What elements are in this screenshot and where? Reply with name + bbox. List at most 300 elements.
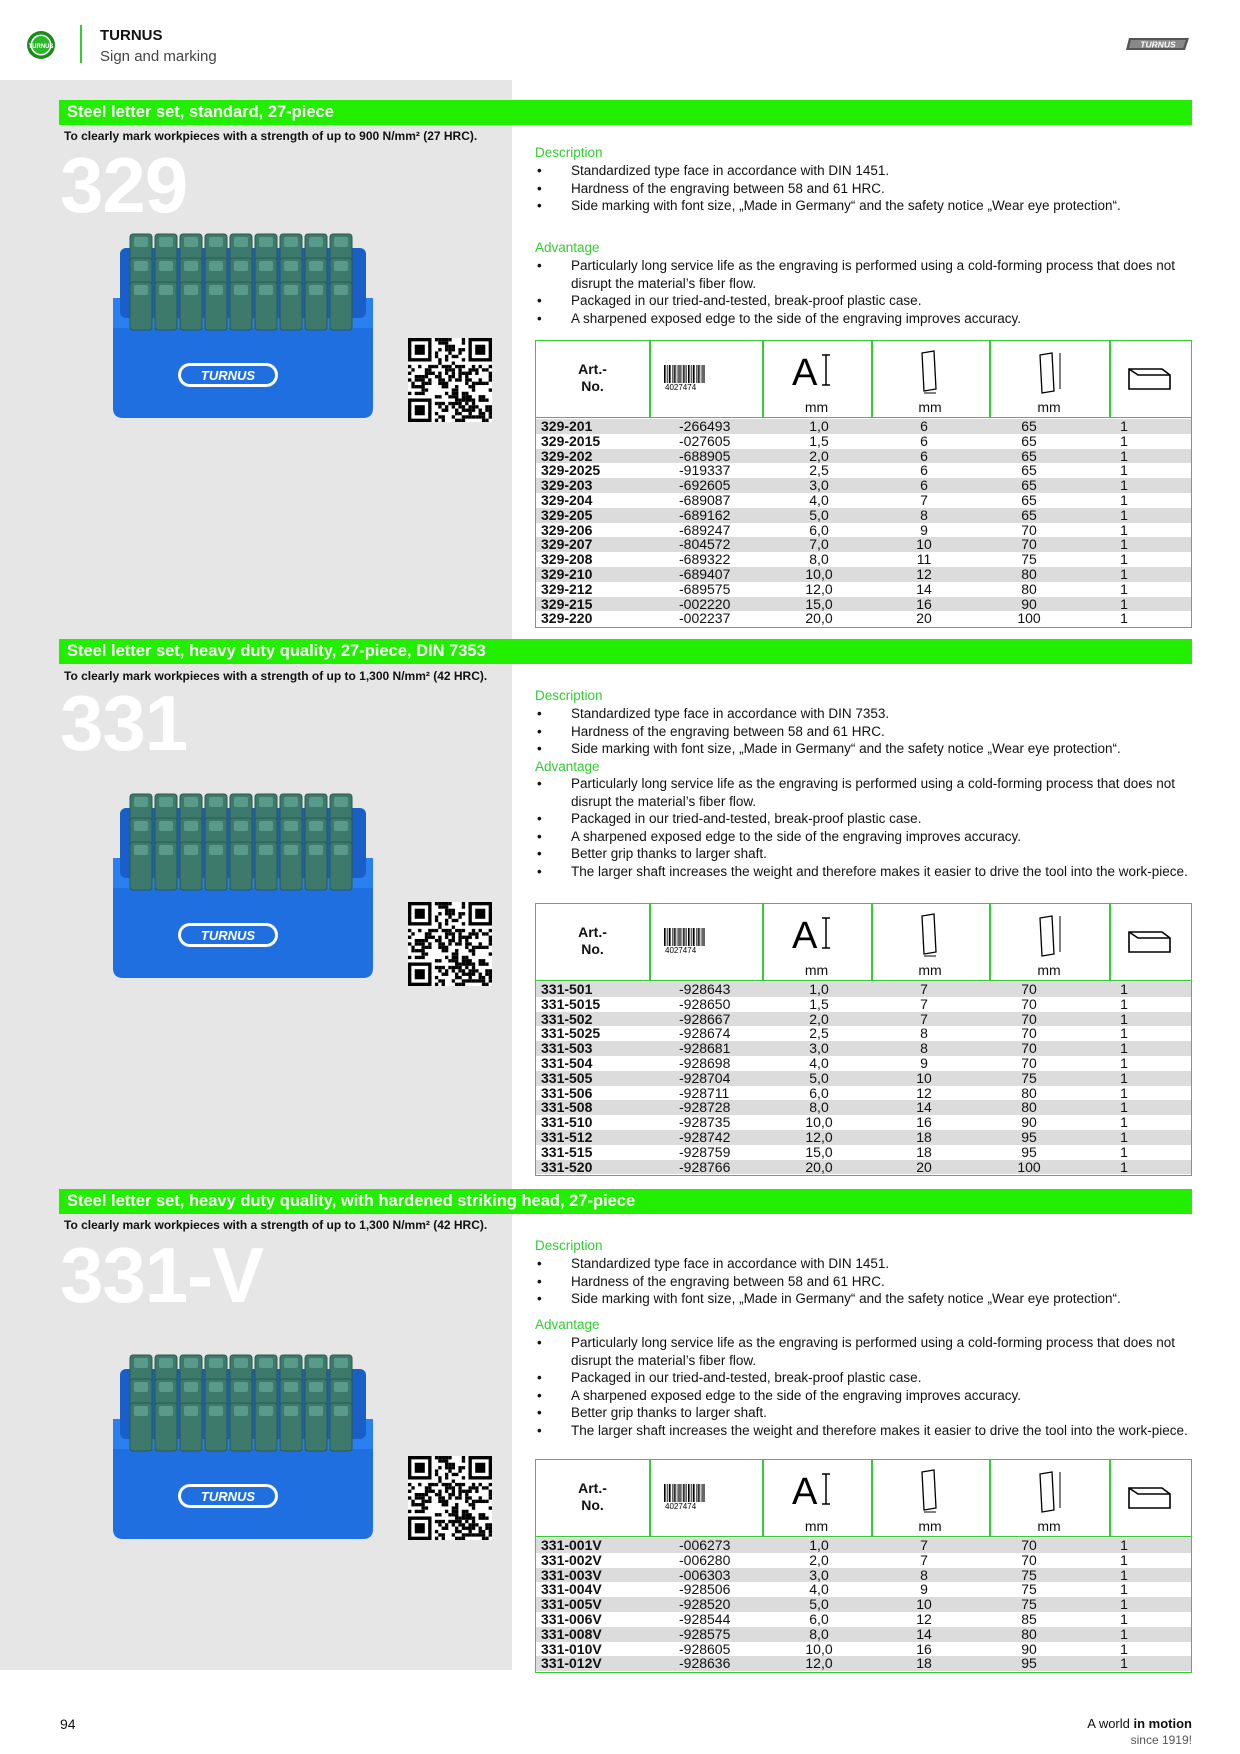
font-size-cell: 20,0: [805, 1158, 833, 1175]
table-row[interactable]: [536, 997, 1191, 1012]
art-no-cell: 331-512: [541, 1128, 593, 1145]
description-item: • Standardized type face in accordance with DIN 1451.: [535, 1255, 1195, 1273]
ean-cell: -928742: [679, 1128, 731, 1145]
svg-text:A: A: [792, 352, 818, 389]
quantity-cell: 1: [1120, 1581, 1128, 1598]
description-list: [535, 162, 1195, 215]
font-size-cell: 2,0: [809, 447, 829, 464]
font-size-cell: 1,5: [809, 995, 829, 1012]
table-body: [536, 418, 1191, 627]
shaft-width-cell: 9: [920, 1054, 928, 1071]
ean-cell: -928681: [679, 1040, 731, 1057]
shaft-length-cell: 95: [1021, 1128, 1037, 1145]
ean-cell: -928650: [679, 995, 731, 1012]
table-header: [536, 341, 1191, 418]
description-heading: Description: [535, 145, 603, 160]
table-row[interactable]: [536, 434, 1191, 449]
table-row[interactable]: [536, 1642, 1191, 1657]
qr-code-icon[interactable]: [408, 338, 492, 422]
shaft-width-cell: 8: [920, 506, 928, 523]
ean-cell: -928735: [679, 1114, 731, 1131]
shaft-length-cell: 100: [1017, 610, 1041, 627]
shaft-length-cell: 70: [1021, 981, 1037, 997]
font-size-cell: 4,0: [809, 491, 829, 508]
font-size-cell: 12,0: [805, 1655, 833, 1672]
advantage-item: • Packaged in our tried-and-tested, break-proof plastic case.: [535, 292, 1195, 310]
table-row[interactable]: [536, 597, 1191, 612]
ean-cell: -928766: [679, 1158, 731, 1175]
shaft-length-cell: 90: [1021, 1640, 1037, 1657]
table-row[interactable]: [536, 449, 1191, 464]
font-size-cell: 12,0: [805, 580, 833, 597]
turnus-round-logo-icon: [26, 30, 56, 60]
shaft-width-cell: 20: [916, 610, 932, 627]
shaft-length-cell: 70: [1021, 536, 1037, 553]
ean-cell: -928520: [679, 1596, 731, 1613]
quantity-cell: 1: [1120, 477, 1128, 494]
svg-text:A: A: [792, 915, 818, 952]
ean-cell: -928711: [679, 1084, 730, 1101]
table-row[interactable]: [536, 1115, 1191, 1130]
shaft-length-cell: 75: [1021, 1596, 1037, 1613]
shaft-length-cell: 80: [1021, 580, 1037, 597]
shaft-width-cell: 18: [916, 1128, 932, 1145]
table-row[interactable]: [536, 1100, 1191, 1115]
shaft-width-icon: [914, 912, 944, 958]
quantity-cell: 1: [1120, 1099, 1128, 1116]
quantity-cell: 1: [1120, 1084, 1128, 1101]
table-row[interactable]: [536, 1538, 1191, 1553]
table-row[interactable]: [536, 982, 1191, 997]
shaft-length-cell: 65: [1021, 462, 1037, 479]
shaft-width-cell: 6: [920, 462, 928, 479]
package-quantity-icon: [1126, 361, 1174, 393]
description-item: • Hardness of the engraving between 58 and 61 HRC.: [535, 180, 1195, 198]
description-heading: Description: [535, 1238, 603, 1253]
art-no-cell: 329-2015: [541, 432, 601, 449]
advantage-item: • Better grip thanks to larger shaft.: [535, 1404, 1195, 1422]
table-row[interactable]: [536, 552, 1191, 567]
quantity-cell: 1: [1120, 551, 1128, 568]
quantity-cell: 1: [1120, 1040, 1128, 1057]
advantage-item: • A sharpened exposed edge to the side of the engraving improves accuracy.: [535, 1387, 1195, 1405]
art-no-cell: 331-510: [541, 1114, 593, 1131]
shaft-length-cell: 70: [1021, 1025, 1037, 1042]
font-size-cell: 3,0: [809, 1040, 829, 1057]
shaft-length-cell: 70: [1021, 1537, 1037, 1553]
shaft-length-cell: 95: [1021, 1655, 1037, 1672]
shaft-width-cell: 10: [916, 1596, 932, 1613]
ean-cell: -928759: [679, 1143, 731, 1160]
font-size-cell: 3,0: [809, 1566, 829, 1583]
quantity-cell: 1: [1120, 1054, 1128, 1071]
ean-cell: -928605: [679, 1640, 731, 1657]
quantity-cell: 1: [1120, 1143, 1128, 1160]
quantity-cell: 1: [1120, 995, 1128, 1012]
unit-mm-label: mm: [918, 399, 942, 415]
table-header-divider: [1109, 341, 1111, 417]
ean-cell: -002237: [679, 610, 731, 627]
art-no-cell: 329-207: [541, 536, 593, 553]
table-row[interactable]: [536, 567, 1191, 582]
art-no-cell: 329-206: [541, 521, 593, 538]
art-no-cell: 329-203: [541, 477, 593, 494]
font-size-cell: 3,0: [809, 477, 829, 494]
advantage-item: • The larger shaft increases the weight and therefore makes it easier to drive the tool into the work-piece.: [535, 1422, 1195, 1440]
shaft-width-cell: 7: [920, 1537, 928, 1553]
quantity-cell: 1: [1120, 1625, 1128, 1642]
table-row[interactable]: [536, 1627, 1191, 1642]
barcode-icon: [664, 928, 749, 954]
advantage-heading: Advantage: [535, 759, 600, 774]
table-row[interactable]: [536, 478, 1191, 493]
product-table: [535, 340, 1192, 628]
shaft-length-cell: 100: [1017, 1158, 1041, 1175]
shaft-length-cell: 65: [1021, 506, 1037, 523]
font-size-cell: 8,0: [809, 1099, 829, 1116]
advantage-heading: Advantage: [535, 1317, 600, 1332]
shaft-length-cell: 85: [1021, 1610, 1037, 1627]
shaft-width-cell: 6: [920, 418, 928, 434]
description-heading: Description: [535, 688, 603, 703]
case-logo-text: TURNUS: [200, 368, 256, 383]
table-row[interactable]: [536, 1086, 1191, 1101]
ean-cell: -928575: [679, 1625, 731, 1642]
art-no-cell: 329-212: [541, 580, 593, 597]
table-row[interactable]: [536, 582, 1191, 597]
advantage-item: • Packaged in our tried-and-tested, break-proof plastic case.: [535, 1369, 1195, 1387]
shaft-length-cell: 75: [1021, 1069, 1037, 1086]
ean-cell: -002220: [679, 595, 731, 612]
ean-cell: -266493: [679, 418, 731, 434]
qr-code-icon[interactable]: [408, 902, 492, 986]
description-item: • Standardized type face in accordance with DIN 1451.: [535, 162, 1195, 180]
font-size-cell: 1,0: [809, 981, 829, 997]
barcode-number: 4027474: [665, 1502, 697, 1510]
shaft-length-cell: 70: [1021, 521, 1037, 538]
quantity-cell: 1: [1120, 1025, 1128, 1042]
table-row[interactable]: [536, 523, 1191, 538]
case-logo-text: TURNUS: [200, 1489, 256, 1504]
steel-letter-set-image: [108, 1349, 378, 1544]
shaft-length-icon: [1034, 349, 1066, 395]
ean-cell: -689087: [679, 491, 731, 508]
shaft-width-cell: 16: [916, 1640, 932, 1657]
quantity-cell: 1: [1120, 1069, 1128, 1086]
brand-logo-text: TURNUS: [1140, 39, 1176, 50]
quantity-cell: 1: [1120, 1566, 1128, 1583]
shaft-length-cell: 70: [1021, 995, 1037, 1012]
art-no-cell: 329-204: [541, 491, 593, 508]
table-row[interactable]: [536, 419, 1191, 434]
table-row[interactable]: [536, 611, 1191, 626]
table-row[interactable]: [536, 493, 1191, 508]
art-no-cell: 331-001V: [541, 1537, 602, 1553]
art-no-cell: 331-008V: [541, 1625, 602, 1642]
shaft-width-cell: 7: [920, 491, 928, 508]
font-size-cell: 1,0: [809, 1537, 829, 1553]
table-row[interactable]: [536, 1145, 1191, 1160]
section-subtitle: To clearly mark workpieces with a strength of up to 1,300 N/mm² (42 HRC).: [64, 669, 488, 683]
ean-cell: -928506: [679, 1581, 731, 1598]
header-divider: [80, 25, 82, 63]
quantity-cell: 1: [1120, 1158, 1128, 1175]
shaft-length-cell: 80: [1021, 565, 1037, 582]
quantity-cell: 1: [1120, 580, 1128, 597]
table-row[interactable]: [536, 1071, 1191, 1086]
svg-text:TURNUS: TURNUS: [28, 44, 54, 50]
quantity-cell: 1: [1120, 418, 1128, 434]
header-brand: TURNUS: [100, 27, 163, 44]
unit-mm-label: mm: [918, 1518, 942, 1534]
table-header-divider: [649, 904, 651, 980]
advantage-list: [535, 1334, 1195, 1439]
art-no-cell: 331-504: [541, 1054, 593, 1071]
table-header: [536, 1460, 1191, 1537]
art-no-cell: 331-506: [541, 1084, 593, 1101]
shaft-length-icon: [1034, 1468, 1066, 1514]
shaft-width-cell: 14: [916, 1625, 932, 1642]
table-row[interactable]: [536, 1026, 1191, 1041]
shaft-length-cell: 75: [1021, 551, 1037, 568]
table-row[interactable]: [536, 1568, 1191, 1583]
section-title: Steel letter set, standard, 27-piece: [59, 100, 1192, 125]
description-item: • Side marking with font size, „Made in Germany“ and the safety notice „Wear eye protection“.: [535, 1290, 1195, 1308]
shaft-width-cell: 14: [916, 580, 932, 597]
art-no-cell: 331-5015: [541, 995, 601, 1012]
art-no-cell: 329-202: [541, 447, 593, 464]
ean-cell: -928704: [679, 1069, 731, 1086]
qr-code-icon[interactable]: [408, 1456, 492, 1540]
quantity-cell: 1: [1120, 1596, 1128, 1613]
ean-cell: -928643: [679, 981, 731, 997]
quantity-cell: 1: [1120, 1640, 1128, 1657]
table-row[interactable]: [536, 1612, 1191, 1627]
quantity-cell: 1: [1120, 536, 1128, 553]
section-title: Steel letter set, heavy duty quality, with hardened striking head, 27-piece: [59, 1189, 1192, 1214]
table-row[interactable]: [536, 1130, 1191, 1145]
font-size-cell: 6,0: [809, 1084, 829, 1101]
ean-cell: -006303: [679, 1566, 731, 1583]
shaft-width-cell: 10: [916, 1069, 932, 1086]
section-number: 331-V: [60, 1231, 264, 1319]
table-row[interactable]: [536, 1656, 1191, 1671]
font-size-cell: 2,5: [809, 462, 829, 479]
table-row[interactable]: [536, 1041, 1191, 1056]
table-row[interactable]: [536, 537, 1191, 552]
description-list: [535, 1255, 1195, 1308]
art-no-cell: 331-010V: [541, 1640, 602, 1657]
case-logo-text: TURNUS: [200, 928, 256, 943]
quantity-cell: 1: [1120, 1551, 1128, 1568]
quantity-cell: 1: [1120, 1128, 1128, 1145]
font-size-cell: 10,0: [805, 1640, 833, 1657]
quantity-cell: 1: [1120, 1610, 1128, 1627]
shaft-width-cell: 7: [920, 1010, 928, 1027]
table-row[interactable]: [536, 1582, 1191, 1597]
quantity-cell: 1: [1120, 595, 1128, 612]
table-row[interactable]: [536, 1056, 1191, 1071]
ean-cell: -919337: [679, 462, 731, 479]
art-no-header: Art.- No.: [578, 1480, 607, 1513]
quantity-cell: 1: [1120, 1114, 1128, 1131]
table-row[interactable]: [536, 1160, 1191, 1175]
art-no-cell: 331-003V: [541, 1566, 602, 1583]
ean-cell: -928698: [679, 1054, 731, 1071]
table-row[interactable]: [536, 463, 1191, 478]
shaft-length-cell: 65: [1021, 447, 1037, 464]
advantage-item: • Particularly long service life as the engraving is performed using a cold-forming process that does not disrupt the material’s fiber flow.: [535, 257, 1195, 292]
barcode-number: 4027474: [665, 946, 697, 954]
unit-mm-label: mm: [1037, 962, 1061, 978]
footer-slogan: [1087, 1716, 1192, 1731]
shaft-length-cell: 70: [1021, 1054, 1037, 1071]
shaft-length-cell: 80: [1021, 1625, 1037, 1642]
table-body: [536, 1537, 1191, 1672]
art-no-cell: 329-220: [541, 610, 593, 627]
art-no-cell: 331-520: [541, 1158, 593, 1175]
art-no-cell: 331-5025: [541, 1025, 601, 1042]
art-no-cell: 331-515: [541, 1143, 593, 1160]
description-item: • Hardness of the engraving between 58 and 61 HRC.: [535, 723, 1195, 741]
shaft-length-cell: 75: [1021, 1581, 1037, 1598]
shaft-width-cell: 6: [920, 447, 928, 464]
product-table: [535, 1459, 1192, 1673]
shaft-length-cell: 70: [1021, 1040, 1037, 1057]
quantity-cell: 1: [1120, 1537, 1128, 1553]
footer-slogan-prefix: A world: [1087, 1716, 1134, 1731]
shaft-width-cell: 14: [916, 1099, 932, 1116]
font-size-cell: 6,0: [809, 521, 829, 538]
table-header-divider: [649, 341, 651, 417]
font-size-cell: 6,0: [809, 1610, 829, 1627]
shaft-width-cell: 10: [916, 536, 932, 553]
art-no-cell: 331-006V: [541, 1610, 602, 1627]
shaft-width-cell: 9: [920, 1581, 928, 1598]
ean-cell: -006280: [679, 1551, 731, 1568]
advantage-heading: Advantage: [535, 240, 600, 255]
art-no-cell: 329-215: [541, 595, 593, 612]
section-title: Steel letter set, heavy duty quality, 27-piece, DIN 7353: [59, 639, 1192, 664]
quantity-cell: 1: [1120, 981, 1128, 997]
package-quantity-icon: [1126, 924, 1174, 956]
art-no-cell: 329-2025: [541, 462, 601, 479]
shaft-width-cell: 12: [916, 565, 932, 582]
svg-text:A: A: [792, 1471, 818, 1508]
font-size-cell: 5,0: [809, 1596, 829, 1613]
quantity-cell: 1: [1120, 565, 1128, 582]
shaft-width-cell: 9: [920, 521, 928, 538]
ean-cell: -804572: [679, 536, 731, 553]
font-size-cell: 1,5: [809, 432, 829, 449]
table-row[interactable]: [536, 1553, 1191, 1568]
font-size-cell: 4,0: [809, 1054, 829, 1071]
advantage-list: [535, 257, 1195, 327]
ean-cell: -928544: [679, 1610, 731, 1627]
art-no-cell: 331-002V: [541, 1551, 602, 1568]
section-number: 329: [60, 141, 188, 229]
table-header-divider: [649, 1460, 651, 1536]
description-item: • Side marking with font size, „Made in Germany“ and the safety notice „Wear eye protection“.: [535, 197, 1195, 215]
quantity-cell: 1: [1120, 447, 1128, 464]
advantage-item: • Particularly long service life as the engraving is performed using a cold-forming process that does not disrupt the material’s fiber flow.: [535, 775, 1195, 810]
footer-since: since 1919!: [1130, 1733, 1192, 1747]
quantity-cell: 1: [1120, 491, 1128, 508]
ean-cell: -689162: [679, 506, 731, 523]
header-category: Sign and marking: [100, 48, 217, 65]
shaft-width-cell: 8: [920, 1025, 928, 1042]
page-number: 94: [60, 1716, 76, 1732]
ean-cell: -689407: [679, 565, 731, 582]
shaft-width-cell: 6: [920, 477, 928, 494]
font-size-cell: 2,5: [809, 1025, 829, 1042]
art-no-cell: 331-012V: [541, 1655, 602, 1672]
shaft-width-cell: 16: [916, 595, 932, 612]
table-row[interactable]: [536, 508, 1191, 523]
font-size-icon: [792, 1470, 832, 1508]
table-header: [536, 904, 1191, 981]
package-quantity-icon: [1126, 1480, 1174, 1512]
description-item: • Side marking with font size, „Made in Germany“ and the safety notice „Wear eye protection“.: [535, 740, 1195, 758]
product-table: [535, 903, 1192, 1176]
barcode-icon: [664, 365, 749, 391]
font-size-cell: 10,0: [805, 1114, 833, 1131]
shaft-width-cell: 18: [916, 1143, 932, 1160]
table-row[interactable]: [536, 1012, 1191, 1027]
advantage-item: • A sharpened exposed edge to the side of the engraving improves accuracy.: [535, 310, 1195, 328]
ean-cell: -689575: [679, 580, 731, 597]
shaft-length-icon: [1034, 912, 1066, 958]
art-no-cell: 331-505: [541, 1069, 593, 1086]
font-size-cell: 5,0: [809, 1069, 829, 1086]
quantity-cell: 1: [1120, 462, 1128, 479]
table-body: [536, 981, 1191, 1175]
shaft-length-cell: 90: [1021, 595, 1037, 612]
advantage-item: • Better grip thanks to larger shaft.: [535, 845, 1195, 863]
description-item: • Standardized type face in accordance with DIN 7353.: [535, 705, 1195, 723]
font-size-icon: [792, 914, 832, 952]
quantity-cell: 1: [1120, 521, 1128, 538]
quantity-cell: 1: [1120, 1010, 1128, 1027]
shaft-width-cell: 11: [916, 551, 932, 568]
advantage-item: • Packaged in our tried-and-tested, break-proof plastic case.: [535, 810, 1195, 828]
art-no-cell: 331-501: [541, 981, 593, 997]
turnus-brand-logo: [1125, 36, 1191, 52]
shaft-width-cell: 18: [916, 1655, 932, 1672]
font-size-cell: 4,0: [809, 1581, 829, 1598]
table-row[interactable]: [536, 1597, 1191, 1612]
ean-cell: -688905: [679, 447, 731, 464]
advantage-item: • Particularly long service life as the engraving is performed using a cold-forming process that does not disrupt the material’s fiber flow.: [535, 1334, 1195, 1369]
shaft-length-cell: 70: [1021, 1010, 1037, 1027]
art-no-cell: 331-508: [541, 1099, 593, 1116]
unit-mm-label: mm: [918, 962, 942, 978]
shaft-length-cell: 80: [1021, 1084, 1037, 1101]
table-header-divider: [1109, 904, 1111, 980]
unit-mm-label: mm: [1037, 399, 1061, 415]
shaft-length-cell: 65: [1021, 477, 1037, 494]
art-no-cell: 329-205: [541, 506, 593, 523]
font-size-cell: 5,0: [809, 506, 829, 523]
advantage-list: [535, 775, 1195, 880]
font-size-cell: 2,0: [809, 1551, 829, 1568]
font-size-cell: 12,0: [805, 1128, 833, 1145]
art-no-cell: 329-201: [541, 418, 593, 434]
font-size-cell: 2,0: [809, 1010, 829, 1027]
quantity-cell: 1: [1120, 432, 1128, 449]
advantage-item: • A sharpened exposed edge to the side of the engraving improves accuracy.: [535, 828, 1195, 846]
shaft-width-cell: 16: [916, 1114, 932, 1131]
